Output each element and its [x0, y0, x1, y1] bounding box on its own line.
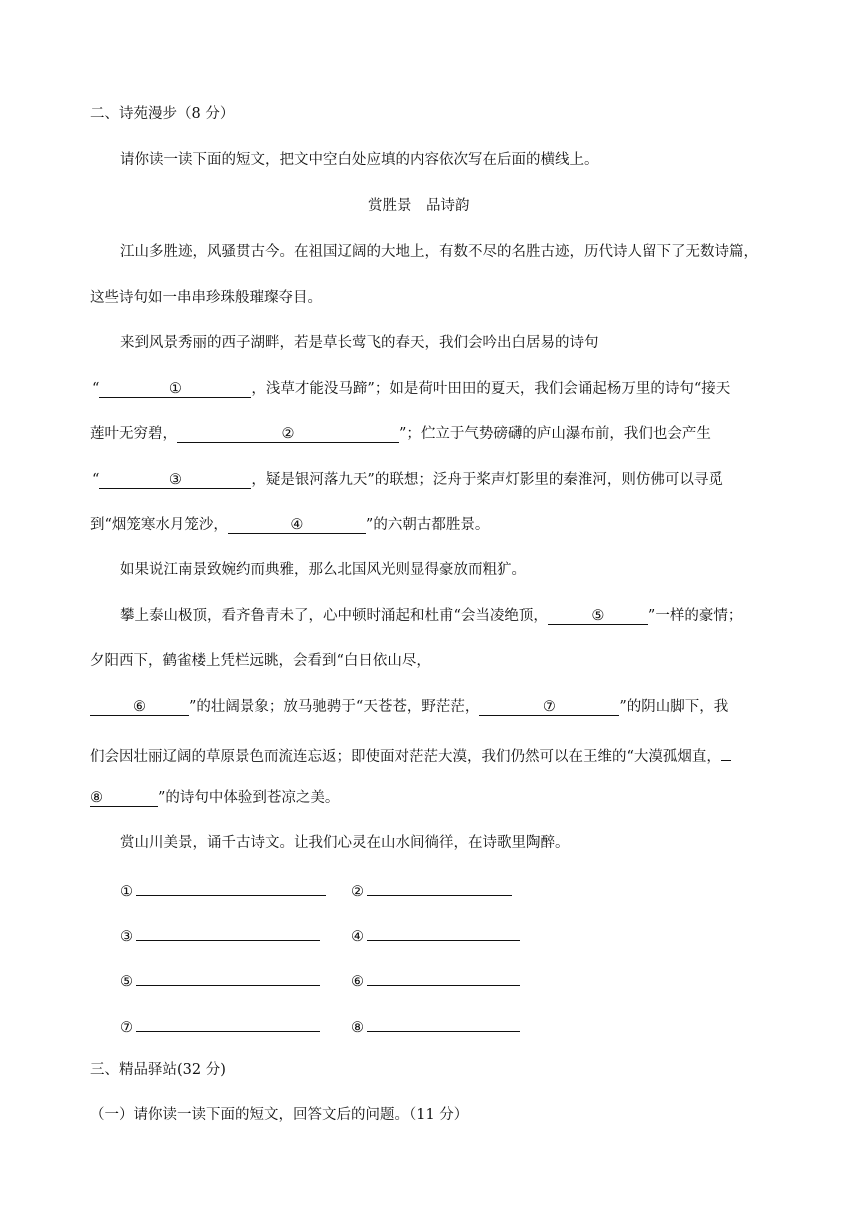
paragraph-2-line-4 [92, 470, 723, 490]
paragraph-1-line-2: 这些诗句如一串串珍珠般璀璨夺目。 [90, 290, 322, 306]
answer-row-6 [351, 969, 520, 992]
answer-row-3 [120, 924, 320, 947]
fill-blank-6[interactable]: ⑥ [90, 697, 189, 716]
text: ，疑是银河落九天”的联想；泛舟于桨声灯影里的秦淮河，则仿佛可以寻觅 [251, 472, 723, 488]
paragraph-2-line-1: 来到风景秀丽的西子湖畔，若是草长莺飞的春天，我们会吟出白居易的诗句 [120, 335, 599, 351]
answer-row-1 [120, 879, 326, 902]
paragraph-4-line-5 [90, 788, 339, 808]
fill-blank-2[interactable]: ② [177, 424, 399, 443]
text: 攀上泰山极顶，看齐鲁青未了，心中顿时涌起和杜甫“会当凌绝顶， [120, 608, 548, 624]
answer-label-3: ③ [120, 929, 133, 945]
section-2-heading: 二、诗苑漫步（8 分） [90, 106, 235, 122]
answer-label-7: ⑦ [120, 1020, 133, 1036]
paragraph-2-line-2 [92, 379, 730, 399]
answer-label-4: ④ [351, 929, 364, 945]
answer-label-5: ⑤ [120, 974, 133, 990]
answer-label-6: ⑥ [351, 974, 364, 990]
fill-blank-7[interactable]: ⑦ [479, 697, 619, 716]
paragraph-3: 如果说江南景致婉约而典雅，那么北国风光则显得豪放而粗犷。 [120, 562, 526, 578]
text: “ [92, 472, 100, 488]
paragraph-1-line-1: 江山多胜迹，风骚贯古今。在祖国辽阔的大地上，有数不尽的名胜古迹，历代诗人留下了无数诗篇， [120, 244, 758, 260]
answer-field-6[interactable] [367, 969, 520, 986]
paragraph-4-line-3 [90, 697, 728, 717]
fill-blank-4[interactable]: ④ [228, 515, 366, 534]
answer-field-7[interactable] [136, 1015, 320, 1032]
paragraph-4-line-4 [90, 742, 731, 767]
text: ”一样的豪情； [647, 608, 743, 624]
fill-blank-3[interactable]: ③ [99, 470, 251, 489]
answer-row-2 [351, 879, 512, 902]
text: 们会因壮丽辽阔的草原景色而流连忘返；即使面对茫茫大漠，我们仍然可以在王维的“大漠孤烟直， [90, 749, 721, 765]
text: ”；伫立于气势磅礴的庐山瀑布前，我们也会产生 [399, 426, 711, 442]
essay-title: 赏胜景 品诗韵 [368, 198, 470, 214]
fill-blank-5[interactable]: ⑤ [548, 606, 648, 625]
answer-label-2: ② [351, 884, 364, 900]
paragraph-2-line-3 [90, 424, 711, 444]
fill-blank-8[interactable]: ⑧ [90, 788, 158, 807]
answer-field-2[interactable] [367, 879, 512, 896]
paragraph-4-line-1 [120, 606, 742, 626]
answer-row-4 [351, 924, 520, 947]
text: ”的壮阔景象；放马驰骋于“天苍苍，野茫茫， [189, 699, 480, 715]
section-3-subheading: （一）请你读一读下面的短文，回答文后的问题。（11 分） [90, 1107, 469, 1123]
answer-label-8: ⑧ [351, 1020, 364, 1036]
section-3-heading: 三、精品驿站(32 分) [90, 1062, 226, 1078]
text: ”的阴山脚下，我 [619, 699, 729, 715]
text: ，浅草才能没马蹄”；如是荷叶田田的夏天，我们会诵起杨万里的诗句“接天 [251, 381, 731, 397]
blank-underline [721, 742, 731, 761]
fill-blank-1[interactable]: ① [99, 379, 251, 398]
answer-field-1[interactable] [136, 879, 326, 896]
text: ”的诗句中体验到苍凉之美。 [158, 790, 340, 806]
paragraph-2-line-5 [90, 515, 489, 535]
answer-field-8[interactable] [367, 1015, 520, 1032]
text: ”的六朝古都胜景。 [365, 517, 490, 533]
text: “ [92, 381, 100, 397]
answer-label-1: ① [120, 884, 133, 900]
answer-field-5[interactable] [136, 969, 320, 986]
text: 到“烟笼寒水月笼沙， [90, 517, 228, 533]
answer-field-3[interactable] [136, 924, 320, 941]
answer-row-8 [351, 1015, 520, 1038]
paragraph-4-line-2: 夕阳西下，鹤雀楼上凭栏远眺，会看到“白日依山尽， [90, 653, 431, 669]
instruction-text: 请你读一读下面的短文，把文中空白处应填的内容依次写在后面的横线上。 [120, 152, 599, 168]
paragraph-5: 赏山川美景，诵千古诗文。让我们心灵在山水间徜徉，在诗歌里陶醉。 [120, 835, 570, 851]
answer-field-4[interactable] [367, 924, 520, 941]
text: 莲叶无穷碧， [90, 426, 177, 442]
answer-row-7 [120, 1015, 320, 1038]
answer-row-5 [120, 969, 320, 992]
